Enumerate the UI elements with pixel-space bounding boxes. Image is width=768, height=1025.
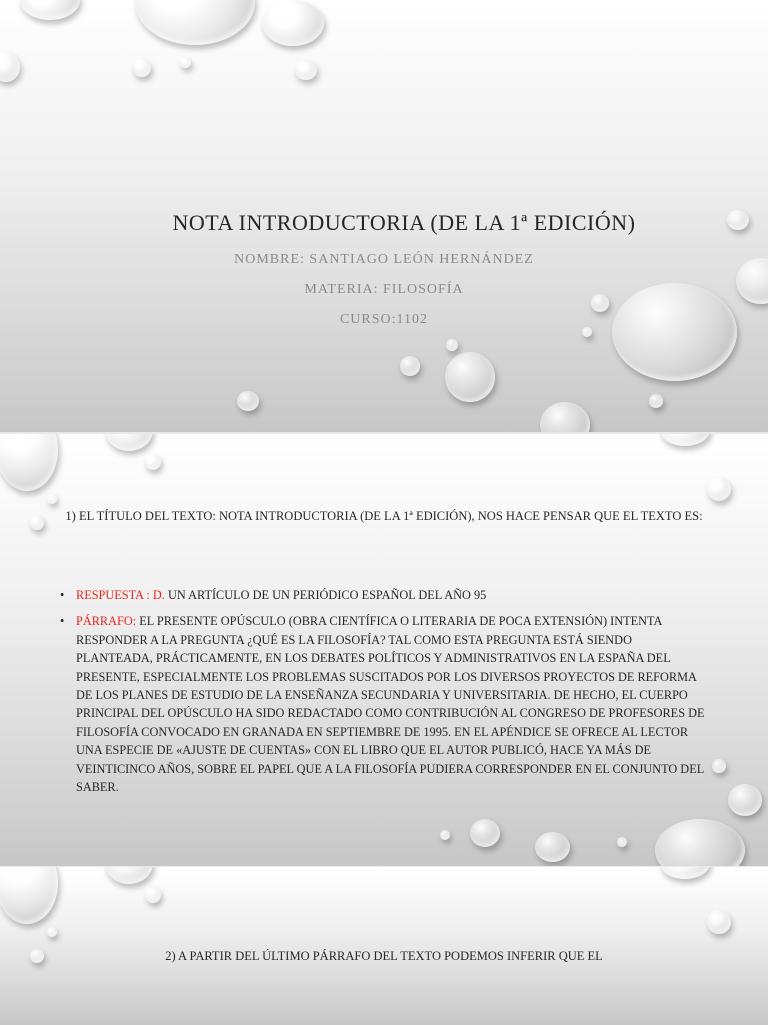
title-slide [0, 0, 768, 432]
water-drop [440, 830, 450, 840]
subject: MATERIA: FILOSOFÍA [304, 282, 464, 297]
water-drop [660, 434, 710, 446]
list-item [58, 612, 706, 796]
list-item [58, 586, 706, 604]
paragraph-text: EL PRESENTE OPÚSCULO (OBRA CIENTÍFICA O LITERARIA DE POCA EXTENSIÓN) INTENTA RESPONDER A LA PREGUNTA ¿QUÉ ES LA FILOSOFÍA? TAL COMO ESTA PREGUNTA ESTÁ SIENDO PLANTEADA, PRÁCTICAMENTE, EN LOS DEBATES POLÍTICOS Y ADMINISTRATIVOS EN LA ESPAÑA DEL PRESENTE, ESPECIALMENTE LOS PROBLEMAS SUSCITADOS POR LOS DIVERSOS PROYECTOS DE REFORMA DE LOS PLANES DE ESTUDIO DE LA ENSEÑANZA SECUNDARIA Y UNIVERSITARIA. DE HECHO, EL CUERPO PRINCIPAL DEL OPÚSCULO HA SIDO REDACTADO COMO CONTRIBUCIÓN AL CONGRESO DE PROFESORES DE FILOSOFÍA CONVOCADO EN GRANADA EN SEPTIEMBRE DE 1995. EN EL APÉNDICE SE OFRECE AL LECTOR UNA ESPECIE DE «AJUSTE DE CUENTAS» CON EL LIBRO QUE EL AUTOR PUBLICÓ, HACE YA MÁS DE VEINTICINCO AÑOS, SOBRE EL PAPEL QUE A LA FILOSOFÍA PUDIERA CORRESPONDER EN EL CONJUNTO DEL SABER. [76, 614, 705, 795]
question-2: 2) A PARTIR DEL ÚLTIMO PÁRRAFO DEL TEXTO PODEMOS INFERIR QUE EL [165, 949, 603, 963]
water-drop [30, 949, 44, 963]
water-drop [145, 887, 161, 903]
answer-text: UN ARTÍCULO DE UN PERIÓDICO ESPAÑOL DEL AÑO 95 [164, 588, 487, 602]
water-drop [582, 327, 592, 337]
water-drop [133, 59, 151, 77]
question-slide-2 [0, 867, 768, 1025]
water-drop [145, 454, 161, 470]
water-drop [707, 910, 731, 934]
water-drop [47, 927, 57, 937]
water-drop [728, 784, 762, 816]
water-drop [617, 837, 627, 847]
water-drop [105, 867, 153, 884]
water-drop [0, 867, 58, 924]
answer-label: RESPUESTA : D. [76, 588, 165, 602]
water-drop [47, 494, 57, 504]
water-drop [649, 394, 663, 408]
student-name: NOMBRE: SANTIAGO LEÓN HERNÁNDEZ [234, 252, 534, 267]
water-drop [470, 819, 500, 847]
question-1: 1) EL TÍTULO DEL TEXTO: NOTA INTRODUCTORIA (DE LA 1ª EDICIÓN), NOS HACE PENSAR QUE EL TEXTO ES: [65, 509, 703, 523]
water-drop [0, 434, 58, 491]
water-drop [180, 57, 191, 68]
water-drop [540, 402, 590, 432]
water-drop [295, 60, 317, 80]
water-drop [445, 352, 495, 402]
water-drop [535, 832, 570, 862]
water-drop [655, 819, 745, 866]
water-drop [660, 867, 710, 879]
water-drop [707, 477, 731, 501]
water-drop [712, 759, 726, 773]
water-drop [237, 391, 259, 411]
water-drop [135, 0, 255, 45]
water-drop [446, 339, 458, 351]
water-drop [105, 434, 153, 451]
water-drop [400, 356, 420, 376]
course: CURSO:1102 [339, 312, 429, 327]
answer-list [58, 586, 706, 804]
paragraph-label: PÁRRAFO: [76, 614, 137, 629]
water-drop [30, 516, 44, 530]
water-drop [262, 0, 324, 46]
water-drop [20, 0, 80, 20]
water-drop [0, 52, 20, 82]
slide-title: NOTA INTRODUCTORIA (DE LA 1ª EDICIÓN) [172, 210, 636, 235]
